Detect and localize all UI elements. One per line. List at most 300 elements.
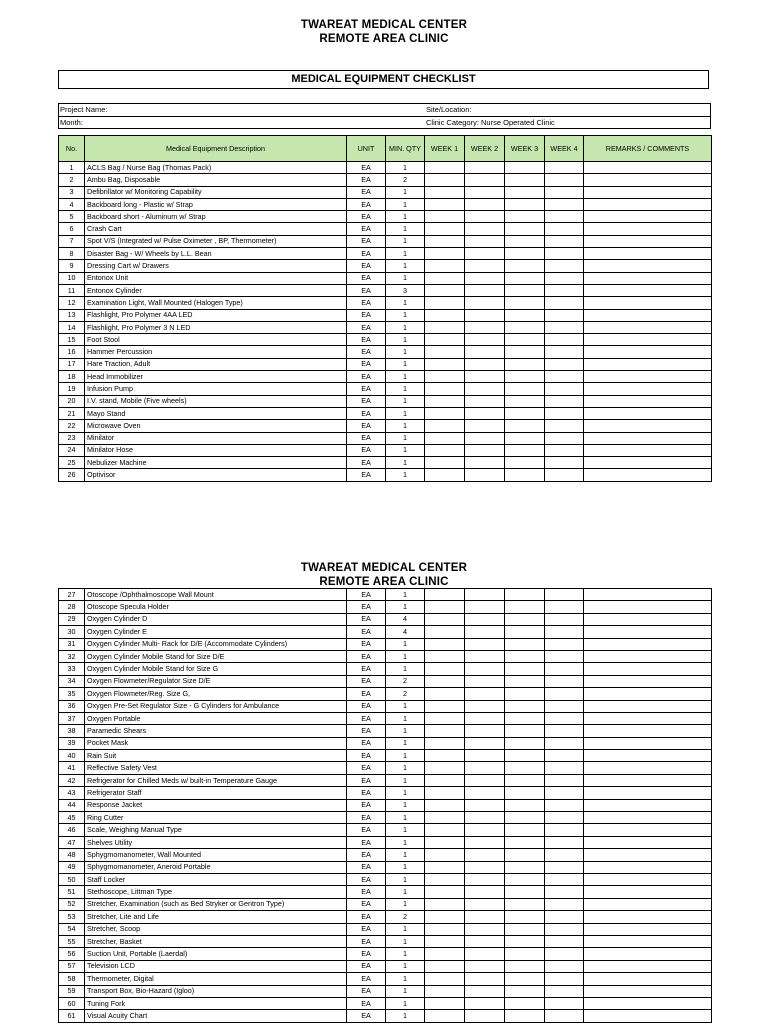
week-1-cell[interactable] [425, 799, 465, 811]
week-4-cell[interactable] [545, 457, 584, 469]
week-4-cell[interactable] [545, 774, 584, 786]
week-2-cell[interactable] [465, 663, 505, 675]
week-3-cell[interactable] [505, 432, 545, 444]
remarks-cell[interactable] [584, 358, 712, 370]
week-4-cell[interactable] [545, 886, 584, 898]
remarks-cell[interactable] [584, 457, 712, 469]
week-3-cell[interactable] [505, 650, 545, 662]
week-1-cell[interactable] [425, 960, 465, 972]
week-4-cell[interactable] [545, 948, 584, 960]
week-4-cell[interactable] [545, 997, 584, 1009]
week-4-cell[interactable] [545, 358, 584, 370]
remarks-cell[interactable] [584, 774, 712, 786]
week-2-cell[interactable] [465, 297, 505, 309]
week-3-cell[interactable] [505, 638, 545, 650]
week-4-cell[interactable] [545, 469, 584, 481]
week-3-cell[interactable] [505, 849, 545, 861]
week-2-cell[interactable] [465, 712, 505, 724]
week-3-cell[interactable] [505, 223, 545, 235]
week-4-cell[interactable] [545, 248, 584, 260]
week-1-cell[interactable] [425, 383, 465, 395]
week-2-cell[interactable] [465, 346, 505, 358]
remarks-cell[interactable] [584, 799, 712, 811]
week-1-cell[interactable] [425, 948, 465, 960]
week-1-cell[interactable] [425, 787, 465, 799]
week-1-cell[interactable] [425, 371, 465, 383]
remarks-cell[interactable] [584, 432, 712, 444]
week-3-cell[interactable] [505, 985, 545, 997]
month-label[interactable]: Month: [60, 118, 83, 127]
remarks-cell[interactable] [584, 469, 712, 481]
week-2-cell[interactable] [465, 198, 505, 210]
remarks-cell[interactable] [584, 626, 712, 638]
week-4-cell[interactable] [545, 824, 584, 836]
week-3-cell[interactable] [505, 861, 545, 873]
remarks-cell[interactable] [584, 849, 712, 861]
week-2-cell[interactable] [465, 371, 505, 383]
week-4-cell[interactable] [545, 407, 584, 419]
week-2-cell[interactable] [465, 700, 505, 712]
week-1-cell[interactable] [425, 613, 465, 625]
remarks-cell[interactable] [584, 787, 712, 799]
week-4-cell[interactable] [545, 186, 584, 198]
week-3-cell[interactable] [505, 284, 545, 296]
week-1-cell[interactable] [425, 812, 465, 824]
week-3-cell[interactable] [505, 812, 545, 824]
week-2-cell[interactable] [465, 650, 505, 662]
week-1-cell[interactable] [425, 589, 465, 601]
week-1-cell[interactable] [425, 650, 465, 662]
week-4-cell[interactable] [545, 700, 584, 712]
week-4-cell[interactable] [545, 297, 584, 309]
remarks-cell[interactable] [584, 762, 712, 774]
week-3-cell[interactable] [505, 395, 545, 407]
week-2-cell[interactable] [465, 260, 505, 272]
week-4-cell[interactable] [545, 589, 584, 601]
week-2-cell[interactable] [465, 186, 505, 198]
week-4-cell[interactable] [545, 935, 584, 947]
week-4-cell[interactable] [545, 836, 584, 848]
project-name-label[interactable]: Project Name: [60, 105, 108, 114]
week-3-cell[interactable] [505, 346, 545, 358]
week-2-cell[interactable] [465, 601, 505, 613]
week-3-cell[interactable] [505, 383, 545, 395]
week-2-cell[interactable] [465, 750, 505, 762]
remarks-cell[interactable] [584, 383, 712, 395]
week-2-cell[interactable] [465, 948, 505, 960]
week-3-cell[interactable] [505, 700, 545, 712]
remarks-cell[interactable] [584, 309, 712, 321]
week-1-cell[interactable] [425, 407, 465, 419]
week-3-cell[interactable] [505, 663, 545, 675]
week-2-cell[interactable] [465, 162, 505, 174]
week-3-cell[interactable] [505, 898, 545, 910]
week-3-cell[interactable] [505, 948, 545, 960]
week-1-cell[interactable] [425, 973, 465, 985]
week-3-cell[interactable] [505, 260, 545, 272]
remarks-cell[interactable] [584, 997, 712, 1009]
week-1-cell[interactable] [425, 923, 465, 935]
remarks-cell[interactable] [584, 235, 712, 247]
week-3-cell[interactable] [505, 923, 545, 935]
remarks-cell[interactable] [584, 321, 712, 333]
week-3-cell[interactable] [505, 334, 545, 346]
week-3-cell[interactable] [505, 762, 545, 774]
remarks-cell[interactable] [584, 675, 712, 687]
week-1-cell[interactable] [425, 272, 465, 284]
week-1-cell[interactable] [425, 420, 465, 432]
week-2-cell[interactable] [465, 849, 505, 861]
week-1-cell[interactable] [425, 985, 465, 997]
week-3-cell[interactable] [505, 613, 545, 625]
week-2-cell[interactable] [465, 223, 505, 235]
week-4-cell[interactable] [545, 162, 584, 174]
week-3-cell[interactable] [505, 935, 545, 947]
remarks-cell[interactable] [584, 272, 712, 284]
week-2-cell[interactable] [465, 911, 505, 923]
week-2-cell[interactable] [465, 358, 505, 370]
week-2-cell[interactable] [465, 309, 505, 321]
remarks-cell[interactable] [584, 371, 712, 383]
remarks-cell[interactable] [584, 1010, 712, 1022]
week-3-cell[interactable] [505, 371, 545, 383]
remarks-cell[interactable] [584, 420, 712, 432]
week-4-cell[interactable] [545, 334, 584, 346]
week-4-cell[interactable] [545, 371, 584, 383]
remarks-cell[interactable] [584, 824, 712, 836]
week-2-cell[interactable] [465, 321, 505, 333]
remarks-cell[interactable] [584, 162, 712, 174]
week-2-cell[interactable] [465, 174, 505, 186]
week-4-cell[interactable] [545, 812, 584, 824]
week-4-cell[interactable] [545, 613, 584, 625]
week-4-cell[interactable] [545, 174, 584, 186]
remarks-cell[interactable] [584, 898, 712, 910]
week-1-cell[interactable] [425, 162, 465, 174]
remarks-cell[interactable] [584, 334, 712, 346]
week-3-cell[interactable] [505, 321, 545, 333]
week-2-cell[interactable] [465, 675, 505, 687]
remarks-cell[interactable] [584, 663, 712, 675]
week-3-cell[interactable] [505, 799, 545, 811]
week-2-cell[interactable] [465, 395, 505, 407]
week-2-cell[interactable] [465, 960, 505, 972]
week-3-cell[interactable] [505, 235, 545, 247]
week-2-cell[interactable] [465, 1010, 505, 1022]
week-1-cell[interactable] [425, 638, 465, 650]
week-4-cell[interactable] [545, 675, 584, 687]
week-4-cell[interactable] [545, 960, 584, 972]
remarks-cell[interactable] [584, 948, 712, 960]
week-1-cell[interactable] [425, 1010, 465, 1022]
week-1-cell[interactable] [425, 235, 465, 247]
week-1-cell[interactable] [425, 873, 465, 885]
week-1-cell[interactable] [425, 663, 465, 675]
week-1-cell[interactable] [425, 469, 465, 481]
remarks-cell[interactable] [584, 223, 712, 235]
week-4-cell[interactable] [545, 861, 584, 873]
week-4-cell[interactable] [545, 420, 584, 432]
week-3-cell[interactable] [505, 626, 545, 638]
week-3-cell[interactable] [505, 589, 545, 601]
week-1-cell[interactable] [425, 935, 465, 947]
week-1-cell[interactable] [425, 737, 465, 749]
remarks-cell[interactable] [584, 395, 712, 407]
week-2-cell[interactable] [465, 457, 505, 469]
week-2-cell[interactable] [465, 469, 505, 481]
week-4-cell[interactable] [545, 911, 584, 923]
week-2-cell[interactable] [465, 787, 505, 799]
week-3-cell[interactable] [505, 469, 545, 481]
remarks-cell[interactable] [584, 444, 712, 456]
week-1-cell[interactable] [425, 174, 465, 186]
week-3-cell[interactable] [505, 675, 545, 687]
week-3-cell[interactable] [505, 725, 545, 737]
week-4-cell[interactable] [545, 873, 584, 885]
week-2-cell[interactable] [465, 444, 505, 456]
week-4-cell[interactable] [545, 260, 584, 272]
week-1-cell[interactable] [425, 898, 465, 910]
week-4-cell[interactable] [545, 638, 584, 650]
week-2-cell[interactable] [465, 737, 505, 749]
week-3-cell[interactable] [505, 601, 545, 613]
remarks-cell[interactable] [584, 284, 712, 296]
week-4-cell[interactable] [545, 284, 584, 296]
week-4-cell[interactable] [545, 750, 584, 762]
week-3-cell[interactable] [505, 886, 545, 898]
week-4-cell[interactable] [545, 799, 584, 811]
remarks-cell[interactable] [584, 985, 712, 997]
week-3-cell[interactable] [505, 198, 545, 210]
remarks-cell[interactable] [584, 873, 712, 885]
week-3-cell[interactable] [505, 420, 545, 432]
week-1-cell[interactable] [425, 626, 465, 638]
week-3-cell[interactable] [505, 272, 545, 284]
week-1-cell[interactable] [425, 997, 465, 1009]
week-3-cell[interactable] [505, 358, 545, 370]
week-3-cell[interactable] [505, 186, 545, 198]
week-1-cell[interactable] [425, 321, 465, 333]
week-1-cell[interactable] [425, 457, 465, 469]
remarks-cell[interactable] [584, 911, 712, 923]
week-3-cell[interactable] [505, 1010, 545, 1022]
week-2-cell[interactable] [465, 812, 505, 824]
week-2-cell[interactable] [465, 613, 505, 625]
week-3-cell[interactable] [505, 911, 545, 923]
remarks-cell[interactable] [584, 650, 712, 662]
week-4-cell[interactable] [545, 663, 584, 675]
week-3-cell[interactable] [505, 836, 545, 848]
week-3-cell[interactable] [505, 824, 545, 836]
week-2-cell[interactable] [465, 973, 505, 985]
remarks-cell[interactable] [584, 589, 712, 601]
week-2-cell[interactable] [465, 861, 505, 873]
remarks-cell[interactable] [584, 198, 712, 210]
remarks-cell[interactable] [584, 638, 712, 650]
remarks-cell[interactable] [584, 836, 712, 848]
week-2-cell[interactable] [465, 923, 505, 935]
week-3-cell[interactable] [505, 688, 545, 700]
week-2-cell[interactable] [465, 432, 505, 444]
remarks-cell[interactable] [584, 923, 712, 935]
week-3-cell[interactable] [505, 997, 545, 1009]
week-4-cell[interactable] [545, 787, 584, 799]
week-3-cell[interactable] [505, 444, 545, 456]
week-4-cell[interactable] [545, 973, 584, 985]
week-2-cell[interactable] [465, 284, 505, 296]
week-2-cell[interactable] [465, 272, 505, 284]
week-3-cell[interactable] [505, 774, 545, 786]
week-4-cell[interactable] [545, 725, 584, 737]
remarks-cell[interactable] [584, 186, 712, 198]
week-3-cell[interactable] [505, 960, 545, 972]
week-3-cell[interactable] [505, 309, 545, 321]
week-4-cell[interactable] [545, 601, 584, 613]
remarks-cell[interactable] [584, 750, 712, 762]
remarks-cell[interactable] [584, 211, 712, 223]
week-3-cell[interactable] [505, 162, 545, 174]
week-3-cell[interactable] [505, 873, 545, 885]
week-1-cell[interactable] [425, 886, 465, 898]
week-4-cell[interactable] [545, 223, 584, 235]
week-2-cell[interactable] [465, 211, 505, 223]
week-1-cell[interactable] [425, 849, 465, 861]
week-4-cell[interactable] [545, 898, 584, 910]
remarks-cell[interactable] [584, 935, 712, 947]
remarks-cell[interactable] [584, 174, 712, 186]
week-2-cell[interactable] [465, 762, 505, 774]
week-4-cell[interactable] [545, 383, 584, 395]
week-2-cell[interactable] [465, 886, 505, 898]
week-1-cell[interactable] [425, 675, 465, 687]
remarks-cell[interactable] [584, 407, 712, 419]
week-1-cell[interactable] [425, 688, 465, 700]
remarks-cell[interactable] [584, 346, 712, 358]
week-3-cell[interactable] [505, 297, 545, 309]
week-3-cell[interactable] [505, 737, 545, 749]
week-1-cell[interactable] [425, 186, 465, 198]
week-2-cell[interactable] [465, 997, 505, 1009]
week-1-cell[interactable] [425, 358, 465, 370]
week-4-cell[interactable] [545, 272, 584, 284]
week-2-cell[interactable] [465, 898, 505, 910]
week-4-cell[interactable] [545, 309, 584, 321]
week-2-cell[interactable] [465, 688, 505, 700]
remarks-cell[interactable] [584, 712, 712, 724]
week-4-cell[interactable] [545, 737, 584, 749]
week-4-cell[interactable] [545, 321, 584, 333]
week-2-cell[interactable] [465, 334, 505, 346]
week-2-cell[interactable] [465, 873, 505, 885]
week-4-cell[interactable] [545, 849, 584, 861]
week-2-cell[interactable] [465, 836, 505, 848]
week-4-cell[interactable] [545, 432, 584, 444]
remarks-cell[interactable] [584, 688, 712, 700]
week-1-cell[interactable] [425, 712, 465, 724]
week-3-cell[interactable] [505, 211, 545, 223]
week-3-cell[interactable] [505, 174, 545, 186]
week-1-cell[interactable] [425, 260, 465, 272]
week-1-cell[interactable] [425, 309, 465, 321]
week-4-cell[interactable] [545, 626, 584, 638]
week-1-cell[interactable] [425, 861, 465, 873]
week-2-cell[interactable] [465, 935, 505, 947]
remarks-cell[interactable] [584, 725, 712, 737]
week-4-cell[interactable] [545, 712, 584, 724]
remarks-cell[interactable] [584, 601, 712, 613]
site-location-label[interactable]: Site/Location: [426, 105, 472, 114]
remarks-cell[interactable] [584, 737, 712, 749]
week-3-cell[interactable] [505, 973, 545, 985]
week-1-cell[interactable] [425, 297, 465, 309]
week-4-cell[interactable] [545, 211, 584, 223]
week-1-cell[interactable] [425, 248, 465, 260]
week-1-cell[interactable] [425, 211, 465, 223]
week-1-cell[interactable] [425, 601, 465, 613]
remarks-cell[interactable] [584, 812, 712, 824]
week-4-cell[interactable] [545, 985, 584, 997]
week-1-cell[interactable] [425, 774, 465, 786]
remarks-cell[interactable] [584, 260, 712, 272]
remarks-cell[interactable] [584, 973, 712, 985]
week-2-cell[interactable] [465, 638, 505, 650]
week-2-cell[interactable] [465, 725, 505, 737]
remarks-cell[interactable] [584, 960, 712, 972]
week-3-cell[interactable] [505, 712, 545, 724]
week-2-cell[interactable] [465, 248, 505, 260]
remarks-cell[interactable] [584, 248, 712, 260]
week-4-cell[interactable] [545, 650, 584, 662]
week-1-cell[interactable] [425, 334, 465, 346]
week-2-cell[interactable] [465, 626, 505, 638]
week-4-cell[interactable] [545, 688, 584, 700]
week-1-cell[interactable] [425, 700, 465, 712]
week-4-cell[interactable] [545, 235, 584, 247]
remarks-cell[interactable] [584, 886, 712, 898]
week-1-cell[interactable] [425, 284, 465, 296]
week-1-cell[interactable] [425, 836, 465, 848]
week-3-cell[interactable] [505, 457, 545, 469]
week-2-cell[interactable] [465, 407, 505, 419]
week-3-cell[interactable] [505, 407, 545, 419]
week-3-cell[interactable] [505, 248, 545, 260]
week-4-cell[interactable] [545, 1010, 584, 1022]
week-1-cell[interactable] [425, 725, 465, 737]
week-2-cell[interactable] [465, 799, 505, 811]
week-2-cell[interactable] [465, 383, 505, 395]
week-1-cell[interactable] [425, 395, 465, 407]
week-3-cell[interactable] [505, 787, 545, 799]
week-2-cell[interactable] [465, 235, 505, 247]
week-1-cell[interactable] [425, 750, 465, 762]
week-1-cell[interactable] [425, 223, 465, 235]
week-3-cell[interactable] [505, 750, 545, 762]
remarks-cell[interactable] [584, 700, 712, 712]
week-2-cell[interactable] [465, 420, 505, 432]
remarks-cell[interactable] [584, 613, 712, 625]
week-4-cell[interactable] [545, 346, 584, 358]
week-4-cell[interactable] [545, 762, 584, 774]
week-4-cell[interactable] [545, 444, 584, 456]
week-1-cell[interactable] [425, 432, 465, 444]
week-1-cell[interactable] [425, 762, 465, 774]
week-1-cell[interactable] [425, 824, 465, 836]
week-4-cell[interactable] [545, 198, 584, 210]
week-4-cell[interactable] [545, 395, 584, 407]
week-2-cell[interactable] [465, 589, 505, 601]
week-1-cell[interactable] [425, 911, 465, 923]
week-2-cell[interactable] [465, 774, 505, 786]
